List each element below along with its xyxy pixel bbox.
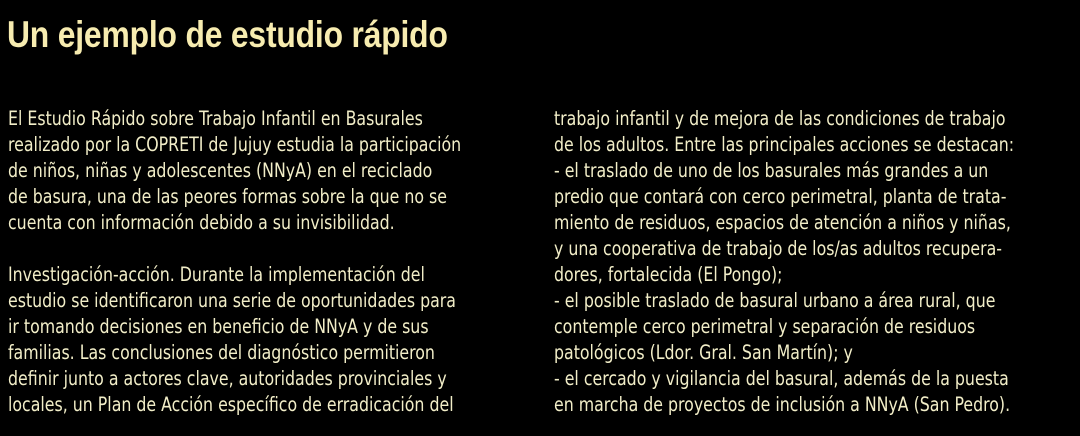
- right-text-column: [554, 106, 1080, 418]
- text-line: contemple cerco perimetral y separación de residuos: [554, 315, 976, 338]
- text-line: de basura, una de las peores formas sobre la que no se: [8, 185, 448, 208]
- text-line: trabajo infantil y de mejora de las condiciones de trabajo: [554, 107, 1006, 130]
- page-title: Un ejemplo de estudio rápido: [7, 14, 448, 55]
- intro-paragraph: [8, 106, 538, 236]
- text-line: miento de residuos, espacios de atención a niños y niñas,: [554, 211, 1011, 234]
- text-line: cuenta con información debido a su invisibilidad.: [8, 211, 395, 234]
- action-item-line: - el traslado de uno de los basurales más grandes a un: [554, 159, 989, 182]
- text-line: realizado por la COPRETI de Jujuy estudia la participación: [8, 133, 462, 156]
- text-line: familias. Las conclusiones del diagnóstico permitieron: [8, 341, 435, 364]
- text-line: dores, fortalecida (El Pongo);: [554, 263, 783, 286]
- paragraph-spacer: [8, 236, 538, 262]
- text-line: ir tomando decisiones en beneficio de NNyA y de sus: [8, 315, 429, 338]
- left-text-column: [8, 106, 538, 418]
- text-line: de niños, niñas y adolescentes (NNyA) en el reciclado: [8, 159, 433, 182]
- text-line: El Estudio Rápido sobre Trabajo Infantil en Basurales: [8, 107, 423, 130]
- text-line: estudio se identificaron una serie de oportunidades para: [8, 289, 456, 312]
- action-item-line: - el posible traslado de basural urbano a área rural, que: [554, 289, 996, 312]
- action-item-line: - el cercado y vigilancia del basural, además de la puesta: [554, 367, 1009, 390]
- text-line: locales, un Plan de Acción específico de erradicación del: [8, 393, 454, 416]
- text-line: Investigación-acción. Durante la implementación del: [8, 263, 425, 286]
- text-line: y una cooperativa de trabajo de los/as adultos recupera-: [554, 237, 1002, 260]
- text-line: predio que contará con cerco perimetral, planta de trata-: [554, 185, 1007, 208]
- text-line: patológicos (Ldor. Gral. San Martín); y: [554, 341, 853, 364]
- text-line: definir junto a actores clave, autoridades provinciales y: [8, 367, 447, 390]
- research-action-paragraph: [8, 262, 538, 418]
- text-line: de los adultos. Entre las principales acciones se destacan:: [554, 133, 1015, 156]
- text-line: en marcha de proyectos de inclusión a NNyA (San Pedro).: [554, 393, 1011, 416]
